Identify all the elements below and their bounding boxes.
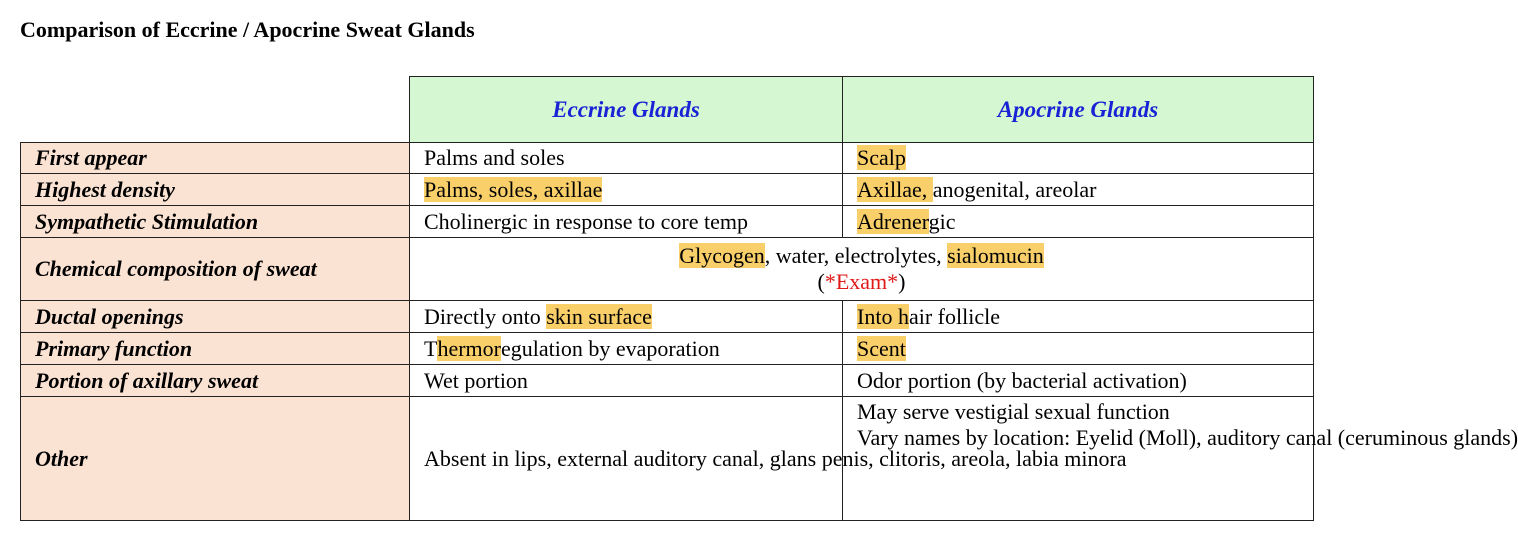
- highlight: hermor: [437, 335, 501, 361]
- cell-eccrine-ductal: [410, 301, 843, 333]
- cell-text: (: [817, 269, 825, 294]
- table-row: [21, 333, 1314, 365]
- table-row: [21, 206, 1314, 238]
- highlight: Scent: [857, 335, 906, 361]
- cell-apocrine-highest-density: [843, 174, 1314, 206]
- cell-eccrine-axillary: Wet portion: [410, 365, 843, 397]
- cell-apocrine-sympathetic: [843, 206, 1314, 238]
- cell-text: gic: [928, 208, 956, 234]
- cell-text: air follicle: [908, 303, 1000, 329]
- cell-apocrine-ductal: [843, 301, 1314, 333]
- table-row: [21, 174, 1314, 206]
- table-row: [21, 301, 1314, 333]
- highlight: skin surface: [546, 303, 652, 329]
- row-label-primary: Primary function: [21, 333, 410, 365]
- cell-text: , water, electrolytes,: [764, 243, 948, 268]
- header-apocrine: Apocrine Glands: [843, 77, 1314, 143]
- cell-apocrine-first-appear: [843, 143, 1314, 174]
- exam-note: *Exam*: [824, 269, 899, 294]
- header-row: [21, 77, 1314, 143]
- table-row: [21, 397, 1314, 521]
- cell-text: egulation by evaporation: [500, 335, 720, 361]
- row-label-chemical: Chemical composition of sweat: [21, 238, 410, 301]
- cell-text: Directly onto: [424, 303, 547, 329]
- chemical-line-1: [424, 243, 1299, 269]
- table-row: [21, 238, 1314, 301]
- corner-cell: [21, 77, 410, 143]
- highlight: Adrener: [857, 208, 929, 234]
- row-label-highest-density: Highest density: [21, 174, 410, 206]
- highlight: Axillae,: [857, 176, 933, 202]
- highlight: Scalp: [857, 145, 906, 170]
- cell-eccrine-first-appear: Palms and soles: [410, 143, 843, 174]
- highlight: sialomucin: [947, 243, 1044, 268]
- page-title: Comparison of Eccrine / Apocrine Sweat Glands: [20, 17, 475, 42]
- highlight: Into h: [857, 303, 909, 329]
- header-eccrine: Eccrine Glands: [410, 77, 843, 143]
- row-label-ductal: Ductal openings: [21, 301, 410, 333]
- row-label-sympathetic: Sympathetic Stimulation: [21, 206, 410, 238]
- cell-eccrine-sympathetic: Cholinergic in response to core temp: [410, 206, 843, 238]
- cell-text: May serve vestigial sexual function: [857, 399, 1170, 424]
- cell-text: ): [898, 269, 906, 294]
- table-row: [21, 143, 1314, 174]
- cell-text: T: [424, 335, 438, 361]
- chemical-line-2: [424, 269, 1299, 295]
- row-label-axillary: Portion of axillary sweat: [21, 365, 410, 397]
- cell-eccrine-highest-density: [410, 174, 843, 206]
- row-label-other: Other: [21, 397, 410, 521]
- cell-text: anogenital, areolar: [932, 176, 1097, 202]
- comparison-table: [20, 76, 1518, 521]
- highlight: Glycogen: [679, 243, 765, 268]
- cell-apocrine-axillary: Odor portion (by bacterial activation): [843, 365, 1314, 397]
- cell-eccrine-primary: [410, 333, 843, 365]
- highlight: Palms, soles, axillae: [424, 176, 603, 202]
- cell-apocrine-primary: [843, 333, 1314, 365]
- cell-text: Vary names by location: Eyelid (Moll), auditory canal (ceruminous glands): [857, 425, 1518, 450]
- row-label-first-appear: First appear: [21, 143, 410, 174]
- cell-eccrine-other: Absent in lips, external auditory canal, glans penis, clitoris, areola, labia minora: [410, 397, 843, 521]
- cell-chemical-composition: [410, 238, 1314, 301]
- table-row: [21, 365, 1314, 397]
